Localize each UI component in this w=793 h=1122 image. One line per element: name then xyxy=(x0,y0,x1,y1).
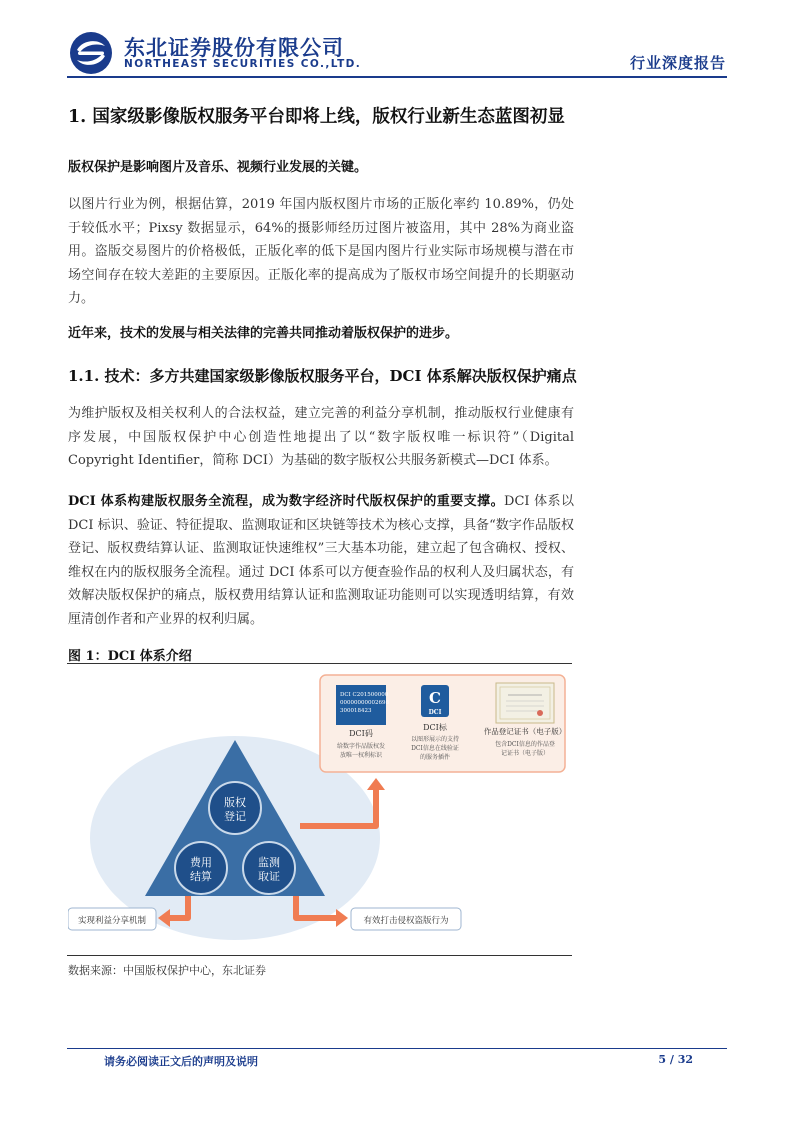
section-1-lead: 版权保护是影响图片及音乐、视频行业发展的关键。 xyxy=(68,160,368,175)
dci-diagram xyxy=(68,668,573,952)
footer-divider xyxy=(67,1048,727,1049)
card-3-title: 作品登记证书（电子版） xyxy=(483,727,567,736)
circle-top-line-1: 版权 xyxy=(224,796,246,809)
figure-title: 图 1：DCI 体系介绍 xyxy=(68,649,192,664)
figure-source: 数据来源：中国版权保护中心，东北证券 xyxy=(68,964,266,977)
section-1-1-paragraph-1: 为维护版权及相关权利人的合法权益，建立完善的利益分享机制，推动版权行业健康有序发展，中国版权保护中心创造性地提出了以“数字版权唯一标识符”（Digital Copyright Identifier，简称 DCI）为基础的数字版权公共服务新模式—DCI 体系。 xyxy=(68,406,574,468)
company-name-en: NORTHEAST SECURITIES CO.,LTD. xyxy=(124,58,362,70)
section-1-1-paragraph-2 xyxy=(68,490,574,631)
company-name-cn: 东北证券股份有限公司 xyxy=(124,36,344,60)
arrow-down-right-head xyxy=(336,909,348,927)
dci-logo-text: DCI xyxy=(428,709,442,716)
card-1-desc-line-1: 给数字作品版权发 xyxy=(336,743,386,750)
arrow-up-right-head xyxy=(367,778,385,790)
card-2-desc-line-2: DCI信息在线验证 xyxy=(411,745,459,752)
card-dci-code xyxy=(336,685,389,759)
card-2-title: DCI标 xyxy=(423,723,447,732)
card-2-desc-line-3: 的服务插件 xyxy=(419,754,451,761)
figure-bottom-rule xyxy=(67,955,572,956)
section-1-heading: 1. 国家级影像版权服务平台即将上线，版权行业新生态蓝图初显 xyxy=(68,107,565,127)
card-2-desc-line-1: 以图形展示的支持 xyxy=(410,736,460,743)
circle-right-line-2: 取证 xyxy=(258,870,280,883)
circle-left-line-1: 费用 xyxy=(190,856,212,869)
outcome-right-label: 有效打击侵权盗版行为 xyxy=(363,916,449,926)
section-1-lead-2: 近年来，技术的发展与相关法律的完善共同推动着版权保护的进步。 xyxy=(68,326,459,341)
section-1-1-heading: 1.1. 技术：多方共建国家级影像版权服务平台，DCI 体系解决版权保护痛点 xyxy=(68,367,577,385)
certificate-icon xyxy=(496,683,554,723)
card-registration-certificate xyxy=(484,683,567,757)
card-3-desc-line-1: 包含DCI信息的作品登 xyxy=(495,741,555,748)
card-1-desc-line-2: 放唯一权利标识 xyxy=(339,752,383,759)
circle-top-line-2: 登记 xyxy=(224,810,246,823)
dci-code-line-1: DCI C201500000 xyxy=(340,692,389,698)
company-logo-icon xyxy=(68,30,114,76)
figure-top-rule xyxy=(67,663,572,664)
paragraph-2-bold-lead: DCI 体系构建版权服务全流程，成为数字经济时代版权保护的重要支撑。 xyxy=(68,494,505,509)
dci-code-line-3: 300018423 xyxy=(340,708,372,714)
section-1-paragraph: 以图片行业为例，根据估算，2019 年国内版权图片市场的正版化率约 10.89%，仍处于较低水平；Pixsy 数据显示，64%的摄影师经历过图片被盗用，其中 28%为商业盗用。盗版交易图片的价格极低，正版化率的低下是国内图片行业实际市场规模与潜在市场空间存在较大差距的主要原因。正版化率的提高成为了版权市场空间提升的长期驱动力。 xyxy=(68,197,574,306)
paragraph-2-body: DCI 体系以 DCI 标识、验证、特征提取、监测取证和区块链等技术为核心支撑，具备“数字作品版权登记、版权费结算认证、监测取证快速维权”三大基本功能，建立起了包含确权、授权、维权在内的版权服务全流程。通过 DCI 体系可以方便查验作品的权利人及归属状态，有效解决版权保护的痛点，版权费用结算认证和监测取证功能则可以实现透明结算，有效厘清创作者和产业界的权利归属。 xyxy=(68,494,575,627)
card-1-title: DCI码 xyxy=(349,729,373,738)
page-number: 5 / 32 xyxy=(658,1053,693,1066)
outcome-left-label: 实现利益分享机制 xyxy=(77,916,147,926)
card-3-desc-line-2: 记证书（电子版） xyxy=(500,750,550,757)
header-divider xyxy=(67,76,727,78)
circle-left-line-2: 结算 xyxy=(190,870,212,883)
report-type-label: 行业深度报告 xyxy=(629,54,726,72)
footer-disclaimer: 请务必阅读正文后的声明及说明 xyxy=(104,1055,258,1068)
circle-right-line-1: 监测 xyxy=(258,856,280,869)
dci-code-line-2: 00000000002698 xyxy=(340,700,389,706)
dci-logo-letter: C xyxy=(429,689,441,707)
